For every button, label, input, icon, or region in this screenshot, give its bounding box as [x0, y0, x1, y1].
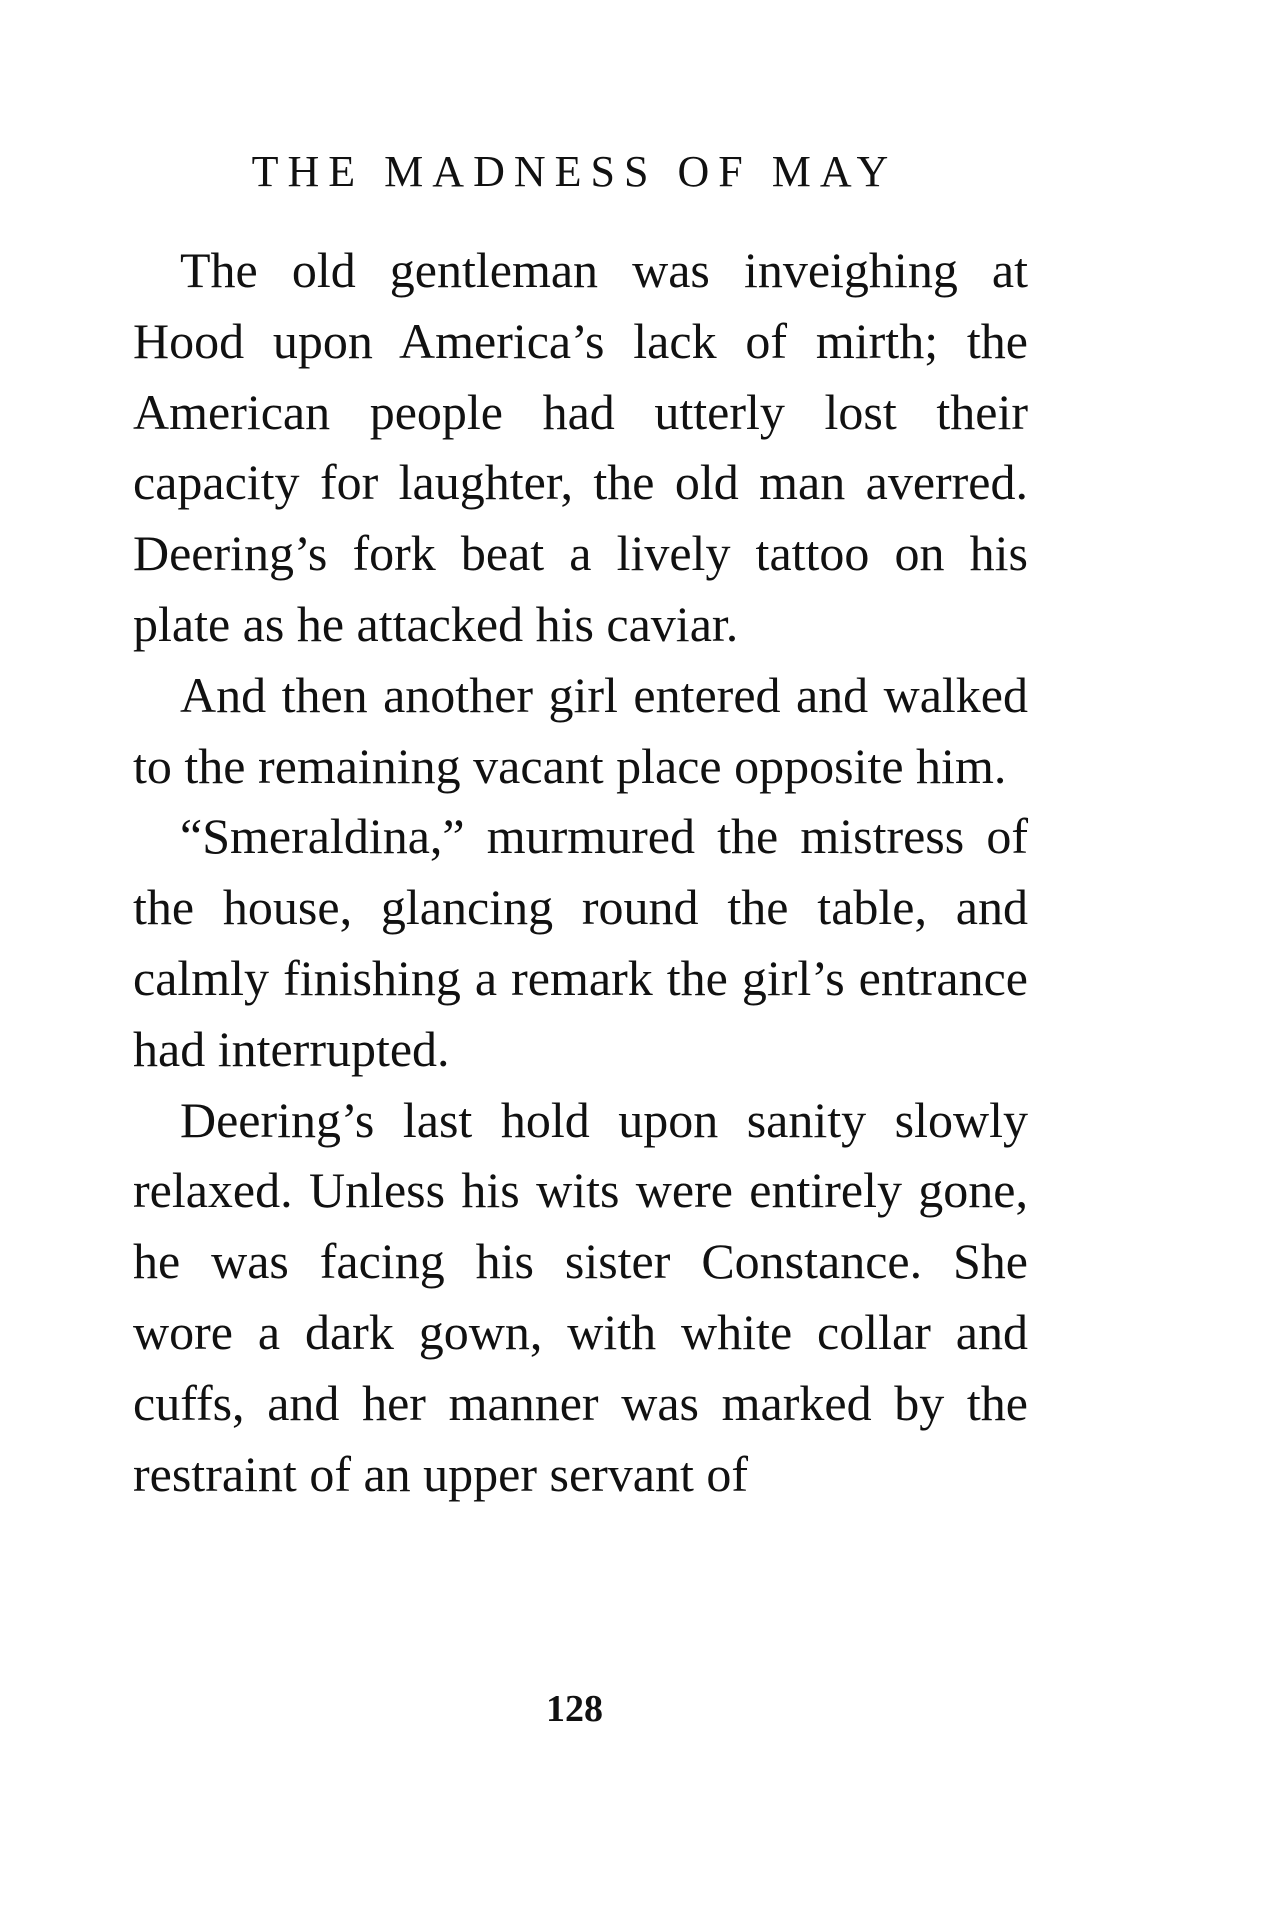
paragraph: Deering’s last hold upon sanity slowly relaxed. Unless his wits were entirely gone, he was facing his sister Constance. She wore a dark gown, with white collar and cuffs, and her manner was marked by the restraint of an upper servant of — [133, 1091, 1028, 1502]
paragraph: And then another girl entered and walked to the remaining vacant place opposite him. — [133, 666, 1028, 794]
running-head: THE MADNESS OF MAY — [251, 147, 898, 196]
body-text — [133, 235, 1028, 1509]
page-number: 128 — [546, 1688, 603, 1730]
paragraph: The old gentleman was inveighing at Hood upon America’s lack of mirth; the American people had utterly lost their capacity for laughter, the old man averred. Deering’s fork beat a lively tattoo on his plate as he attacked his caviar. — [133, 242, 1028, 652]
paragraph: “Smeraldina,” murmured the mistress of the house, glancing round the table, and calmly finishing a remark the girl’s entrance had interrupted. — [133, 808, 1028, 1077]
